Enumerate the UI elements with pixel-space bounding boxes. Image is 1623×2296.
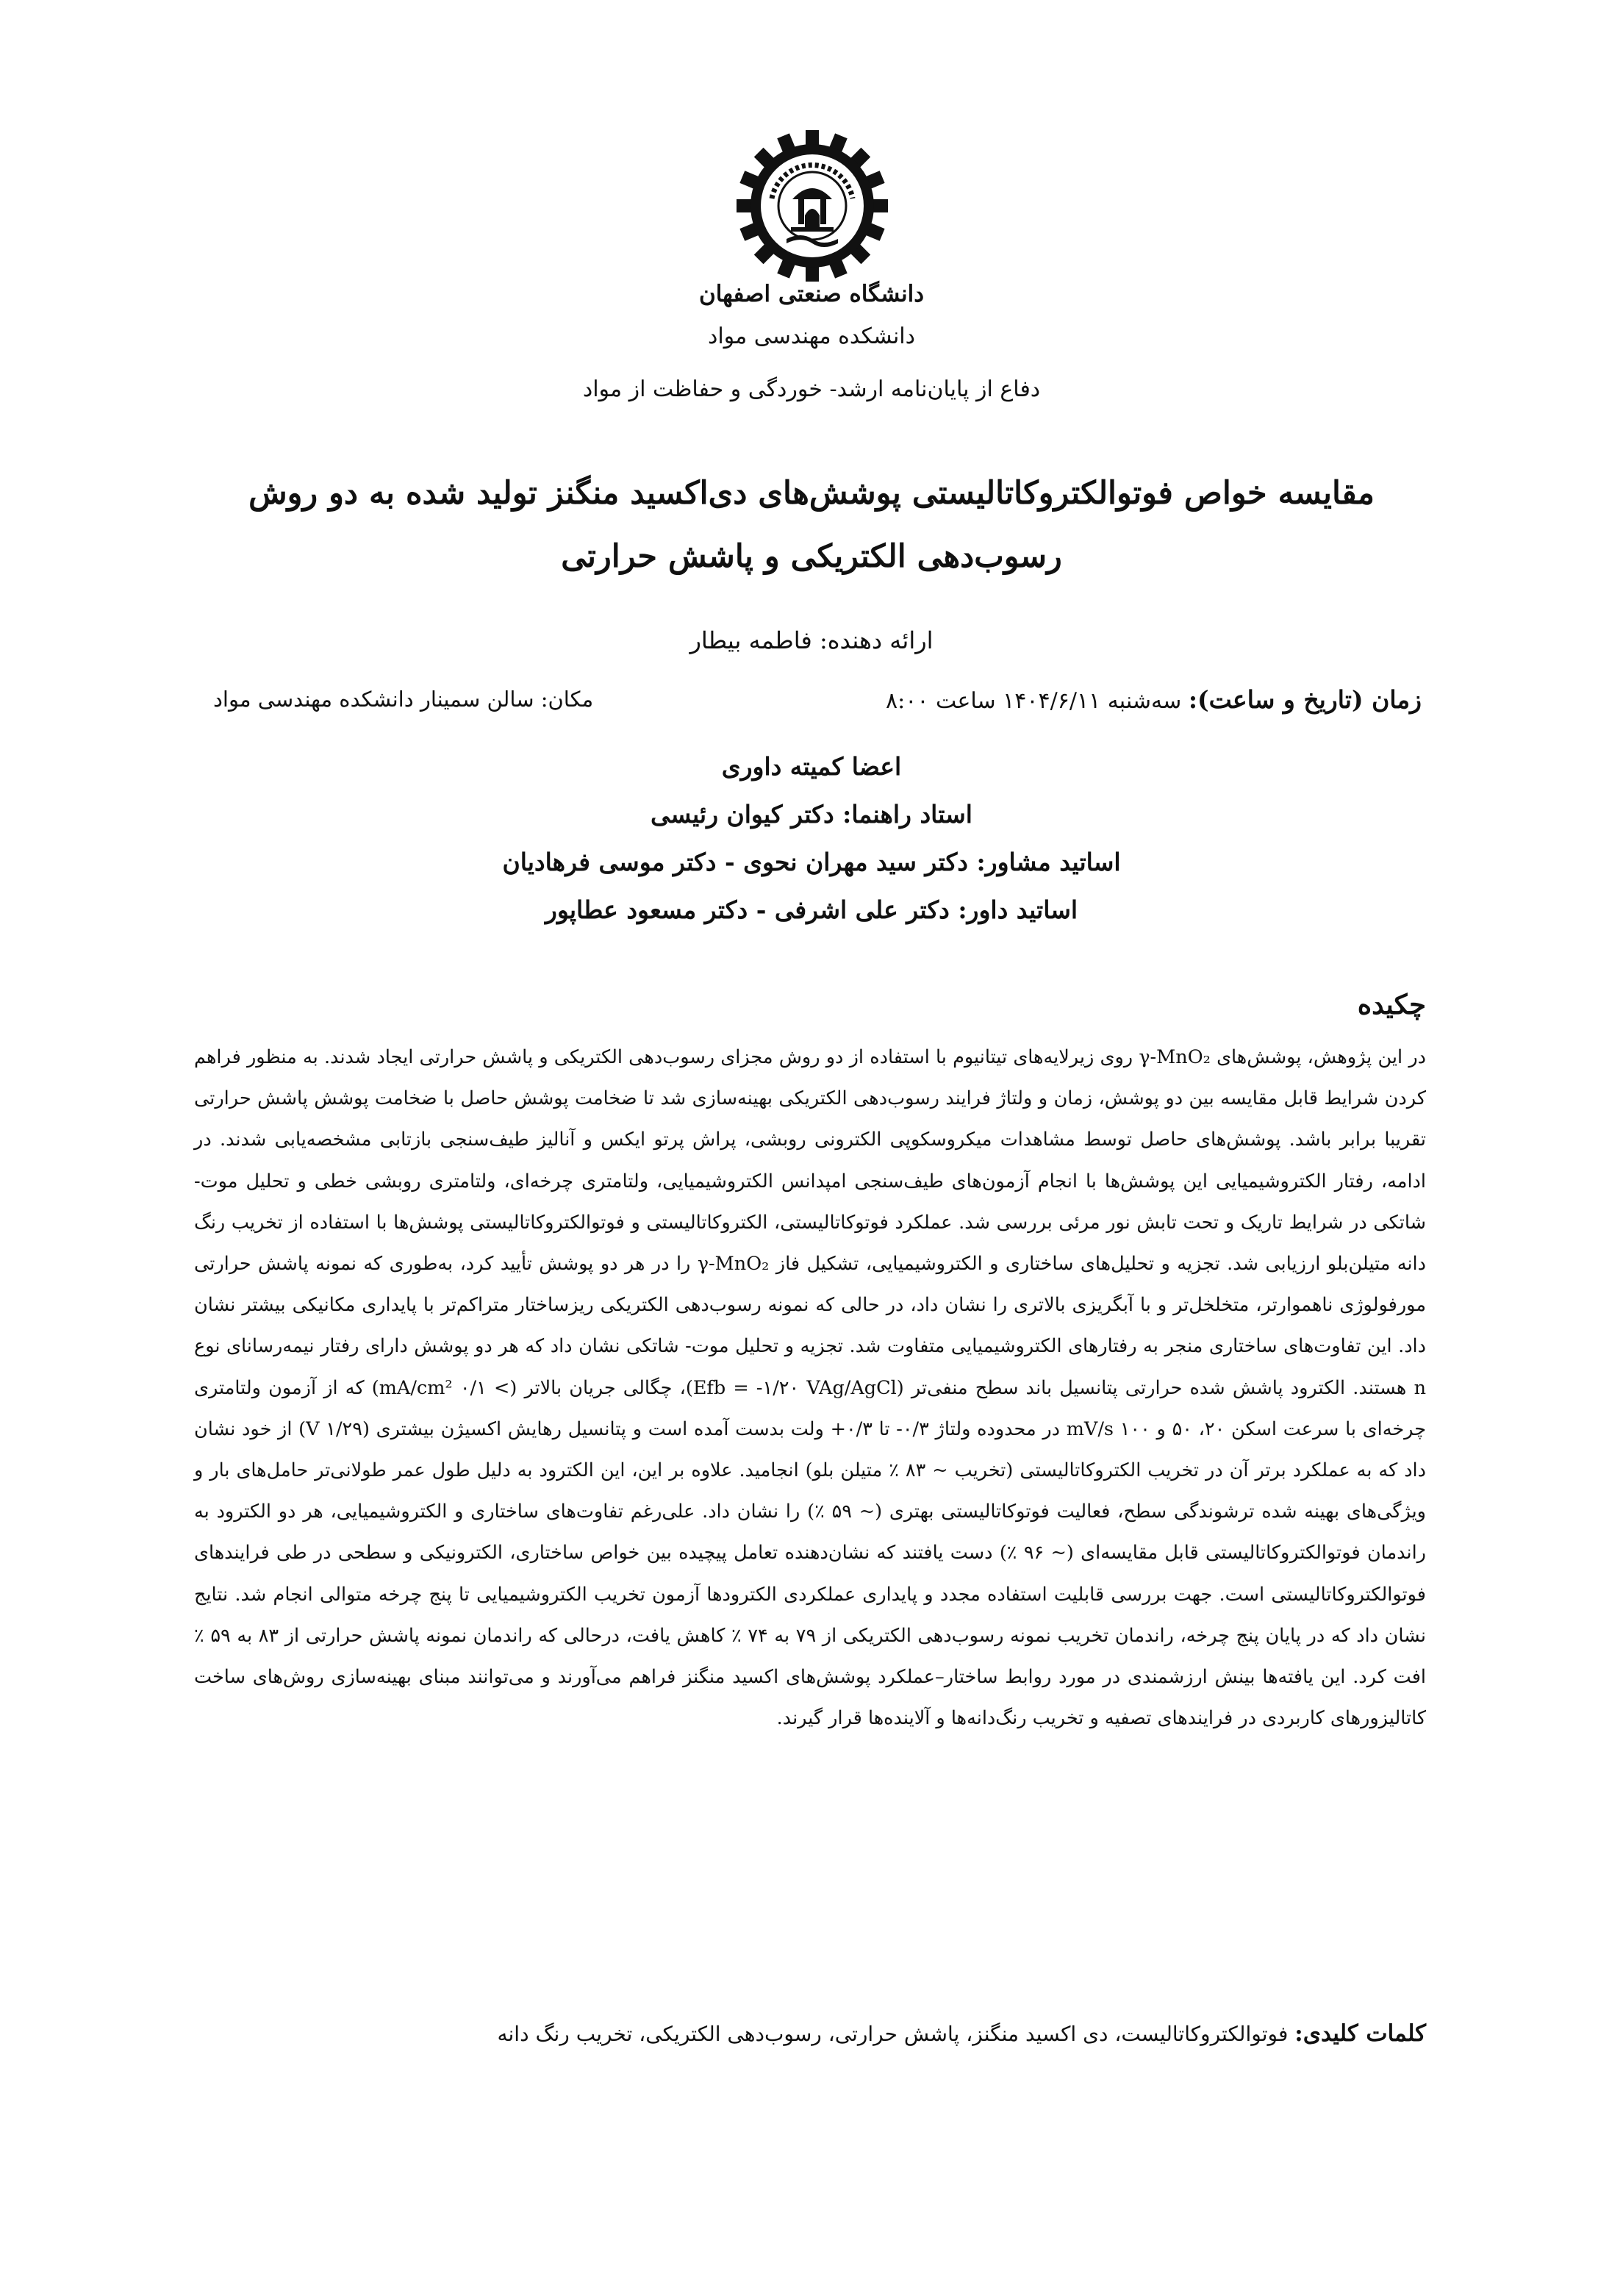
schedule-place: مکان: سالن سمینار دانشکده مهندسی مواد	[213, 687, 594, 712]
keywords-value: فوتوالکتروکاتالیست، دی اکسید منگنز، پاشش حرارتی، رسوب‌دهی الکتریکی، تخریب رنگ دانه	[497, 2022, 1295, 2046]
abstract-text: در این پژوهش، پوشش‌های γ-MnO₂ روی زیرلایه‌های تیتانیوم با استفاده از دو روش مجزای رسوب‌دهی الکتریکی و پاشش حرارتی ایجاد شدند. به منظور فراهم کردن شرایط قابل مقایسه بین دو پوشش، زمان و ولتاژ فرایند رسوب‌دهی الکتریکی بهینه‌سازی شد تا ضخامت پوشش حاصل با ضخامت پوشش پاشش حرارتی تقریبا برابر باشد. پوشش‌های حاصل توسط مشاهدات میکروسکوپی الکترونی روبشی، پراش پرتو ایکس و آنالیز طیف‌سنجی بازتابی مشخصه‌یابی شدند. در ادامه، رفتار الکتروشیمیایی این پوشش‌ها با انجام آزمون‌های طیف‌سنجی امپدانس الکتروشیمیایی، ولتامتری چرخه‌ای، ولتامتری روبشی خطی و تحلیل موت- شاتکی در شرایط تاریک و تحت تابش نور مرئی بررسی شد. عملکرد فوتوکاتالیستی، الکتروکاتالیستی و فوتوالکتروکاتالیستی پوشش‌ها با استفاده از تخریب رنگ دانه متیلن‌بلو ارزیابی شد. تجزیه و تحلیل‌های ساختاری و الکتروشیمیایی، تشکیل فاز γ-MnO₂ را در هر دو پوشش تأیید کرد، به‌طوری که نمونه پاشش حرارتی مورفولوژی ناهموارتر، متخلخل‌تر و با آبگریزی بالاتری را نشان داد، در حالی که نمونه رسوب‌دهی الکتریکی ریزساختار متراکم‌تر با پایداری مکانیکی بیشتر نشان داد. این تفاوت‌های ساختاری منجر به رفتارهای الکتروشیمیایی متفاوت شد. تجزیه و تحلیل موت- شاتکی نشان داد که هر دو پوشش دارای رفتار نیمه‌رسانای نوع n هستند. الکترود پاشش شده حرارتی پتانسیل باند سطح منفی‌تر (Efb = -۱/۲۰ VAg/AgCl)، چگالی جریان بالاتر (> ۰/۱ mA/cm²) که از آزمون ولتامتری چرخه‌ای با سرعت اسکن ۲۰، ۵۰ و ۱۰۰ mV/s در محدوده ولتاژ ۰/۳- تا ۰/۳+ ولت بدست آمده است و پتانسیل رهایش اکسیژن بیشتری (۱/۲۹ V) از خود نشان داد که به عملکرد برتر آن در تخریب الکتروکاتالیستی (تخریب ~ ۸۳ ٪ متیلن بلو) انجامید. علاوه بر این، این الکترود به دلیل طول عمر طولانی‌تر حامل‌های بار و ویژگی‌های بهینه شده ترشوندگی سطح، فعالیت فوتوکاتالیستی بهتری (~ ۵۹ ٪) را نشان داد. علی‌رغم تفاوت‌های ساختاری و الکتروشیمیایی، هر دو الکترود به راندمان فوتوالکتروکاتالیستی قابل مقایسه‌ای (~ ۹۶ ٪) دست یافتند که نشان‌دهنده تعامل پیچیده بین خواص ساختاری، الکترونیکی و سطحی در طی فرایندهای فوتوالکتروکاتالیستی است. جهت بررسی قابلیت استفاده مجدد و پایداری عملکردی الکترودها آزمون تخریب الکتروشیمیایی تا پنج چرخه متوالی انجام شد. نتایج نشان داد که در پایان پنج چرخه، راندمان تخریب نمونه رسوب‌دهی الکتریکی از ۷۹ به ۷۴ ٪ کاهش یافت، درحالی که راندمان نمونه پاشش حرارتی از ۸۳ به ۵۹ ٪ افت کرد. این یافته‌ها بینش ارزشمندی در مورد روابط ساختار–عملکرد پوشش‌های اکسید منگنز فراهم می‌آورند و می‌توانند مبنای بهینه‌سازی روش‌های ساخت کاتالیزورهای کاربردی در فرایندهای تصفیه و تخریب رنگ‌دانه‌ها و آلاینده‌ها قرار گیرند.	[194, 1046, 1426, 1730]
time-label: زمان (تاریخ و ساعت):	[1188, 685, 1422, 714]
university-name: دانشگاه صنعتی اصفهان	[698, 281, 925, 307]
committee-referees: اساتید داور: دکتر علی اشرفی - دکتر مسعود عطاپور	[545, 895, 1078, 924]
university-seal-logo	[735, 129, 889, 283]
faculty-name: دانشکده مهندسی مواد	[707, 323, 915, 349]
title-line-2: رسوب‌دهی الکتریکی و پاشش حرارتی	[561, 538, 1062, 575]
presenter: ارائه دهنده: فاطمه بیطار	[689, 626, 934, 654]
abstract-heading: چکیده	[1357, 988, 1426, 1020]
thesis-title	[0, 462, 1623, 588]
committee-supervisor: استاد راهنما: دکتر کیوان رئیسی	[651, 800, 972, 829]
time-value: سه‌شنبه ۱۴۰۴/۶/۱۱ ساعت ۸:۰۰	[886, 688, 1189, 714]
committee-advisors: اساتید مشاور: دکتر سید مهران نحوی - دکتر موسی فرهادیان	[502, 848, 1121, 876]
keywords	[497, 2020, 1426, 2047]
abstract-body	[194, 1037, 1426, 1739]
schedule-time	[886, 685, 1422, 714]
keywords-label: کلمات کلیدی:	[1294, 2020, 1426, 2047]
committee-heading: اعضا کمیته داوری	[721, 752, 902, 781]
title-line-1: مقایسه خواص فوتوالکتروکاتالیستی پوشش‌های دی‌اکسید منگنز تولید شده به دو روش	[248, 475, 1375, 512]
committee-block	[0, 743, 1623, 934]
defense-line: دفاع از پایان‌نامه ارشد- خوردگی و حفاظت از مواد	[582, 376, 1041, 402]
